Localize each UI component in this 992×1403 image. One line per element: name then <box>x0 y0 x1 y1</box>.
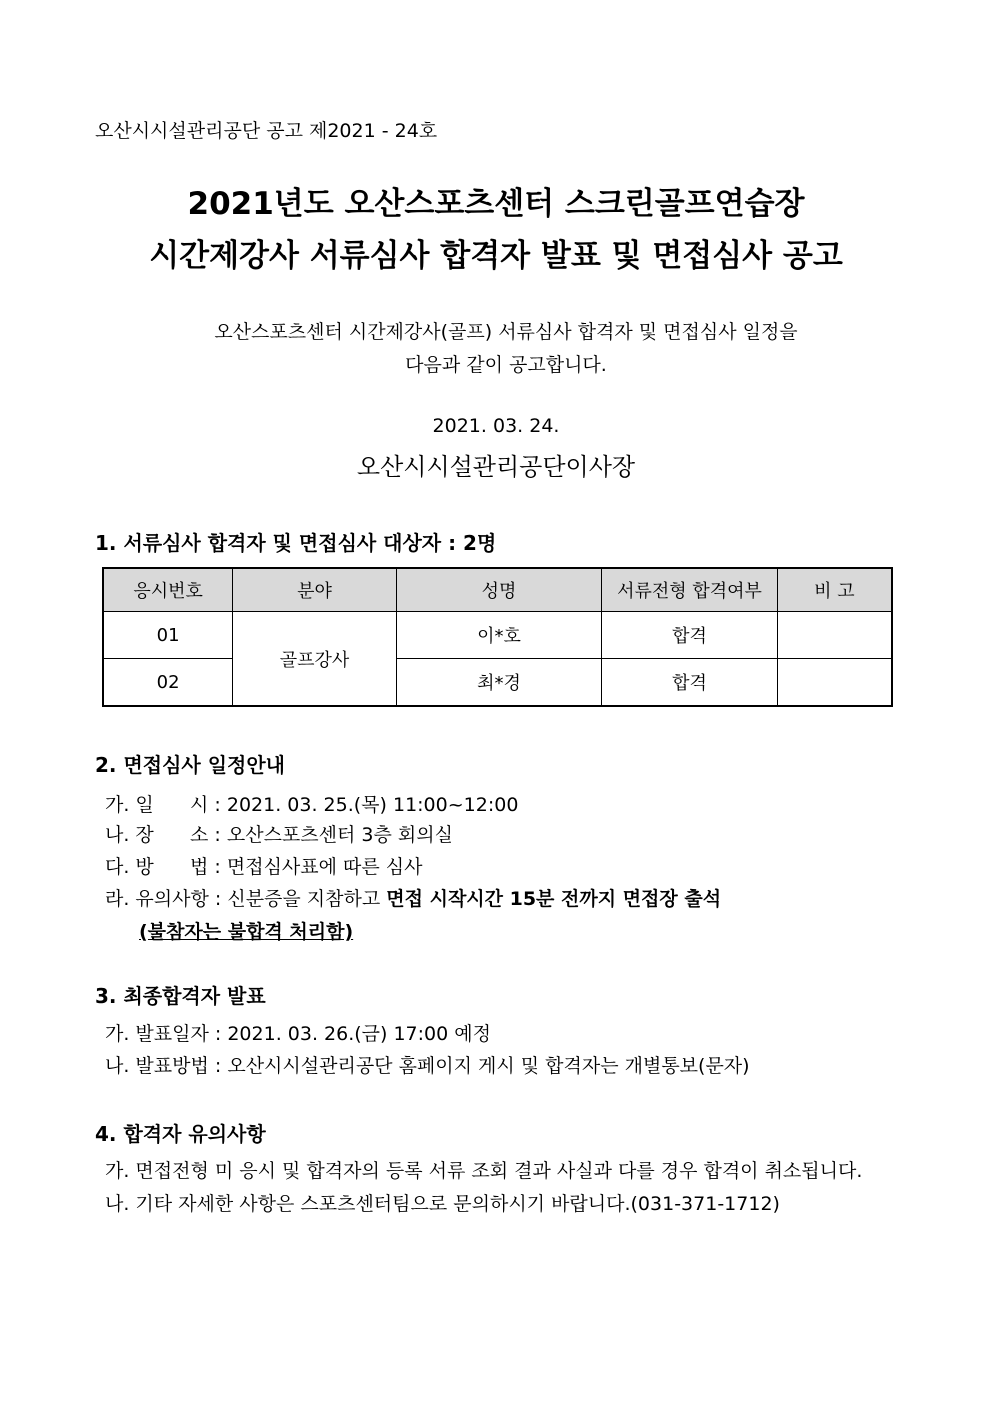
table-row <box>103 659 892 707</box>
announce-item-method <box>105 1051 750 1078</box>
results-table <box>102 567 893 707</box>
caution-item: 나. 기타 자세한 사항은 스포츠센터팀으로 문의하시기 바랍니다.(031-371-1712) <box>105 1193 780 1215</box>
document-title-line2: 시간제강사 서류심사 합격자 발표 및 면접심사 공고 <box>149 238 843 274</box>
item-label: 다. 방 법 : <box>105 856 227 878</box>
header-field: 분야 <box>233 568 397 612</box>
item-value: 오산시시설관리공단 홈페이지 게시 및 합격자는 개별통보(문자) <box>227 1055 750 1077</box>
section1-heading: 1. 서류심사 합격자 및 면접심사 대상자 : 2명 <box>95 531 497 555</box>
item-label: 나. 장 소 : <box>105 824 227 846</box>
issuer: 오산시시설관리공단이사장 <box>356 453 636 481</box>
header-applicant-no: 응시번호 <box>103 568 233 612</box>
applicant-no: 02 <box>103 659 233 707</box>
schedule-item-place <box>105 820 453 847</box>
item-value-bold: 면접 시작시간 15분 전까지 면접장 출석 <box>386 888 722 910</box>
item-label: 라. 유의사항 : <box>105 888 228 910</box>
section4-heading: 4. 합격자 유의사항 <box>95 1122 266 1146</box>
intro-line2: 다음과 같이 공고합니다. <box>405 354 607 376</box>
document-title-line1: 2021년도 오산스포츠센터 스크린골프연습장 <box>187 186 805 222</box>
note-cell <box>777 612 892 659</box>
item-label: 가. 일 시 : <box>105 794 227 816</box>
header-result: 서류전형 합격여부 <box>602 568 778 612</box>
announce-item-date <box>105 1019 491 1046</box>
caution-item: 가. 면접전형 미 응시 및 합격자의 등록 서류 조회 결과 사실과 다를 경우 합격이 취소됩니다. <box>105 1160 863 1182</box>
section3-heading: 3. 최종합격자 발표 <box>95 984 266 1008</box>
item-value: 2021. 03. 25.(목) 11:00~12:00 <box>226 794 519 816</box>
absence-note: (불참자는 불합격 처리함) <box>139 921 354 943</box>
notice-date: 2021. 03. 24. <box>432 415 560 437</box>
screening-result: 합격 <box>602 612 778 659</box>
screening-result: 합격 <box>602 659 778 707</box>
applicant-no: 01 <box>103 612 233 659</box>
item-value: 면접심사표에 따른 심사 <box>226 856 423 878</box>
item-label: 나. 발표방법 : <box>105 1055 228 1077</box>
notice-number: 오산시시설관리공단 공고 제2021 - 24호 <box>95 120 438 142</box>
item-value: 2021. 03. 26.(금) 17:00 예정 <box>227 1023 491 1045</box>
intro-line1: 오산스포츠센터 시간제강사(골프) 서류심사 합격자 및 면접심사 일정을 <box>214 321 798 343</box>
applicant-name: 최*경 <box>396 659 601 707</box>
note-cell <box>777 659 892 707</box>
item-value: 오산스포츠센터 3층 회의실 <box>226 824 453 846</box>
table-header-row <box>103 568 892 612</box>
section2-heading: 2. 면접심사 일정안내 <box>95 753 285 777</box>
schedule-item-time <box>105 790 518 817</box>
field-cell: 골프강사 <box>233 612 397 707</box>
item-label: 가. 발표일자 : <box>105 1023 228 1045</box>
header-note: 비 고 <box>777 568 892 612</box>
header-name: 성명 <box>396 568 601 612</box>
schedule-item-caution <box>105 884 721 911</box>
table-row <box>103 612 892 659</box>
item-value: 신분증을 지참하고 <box>227 888 387 910</box>
schedule-item-method <box>105 852 422 879</box>
applicant-name: 이*호 <box>396 612 601 659</box>
